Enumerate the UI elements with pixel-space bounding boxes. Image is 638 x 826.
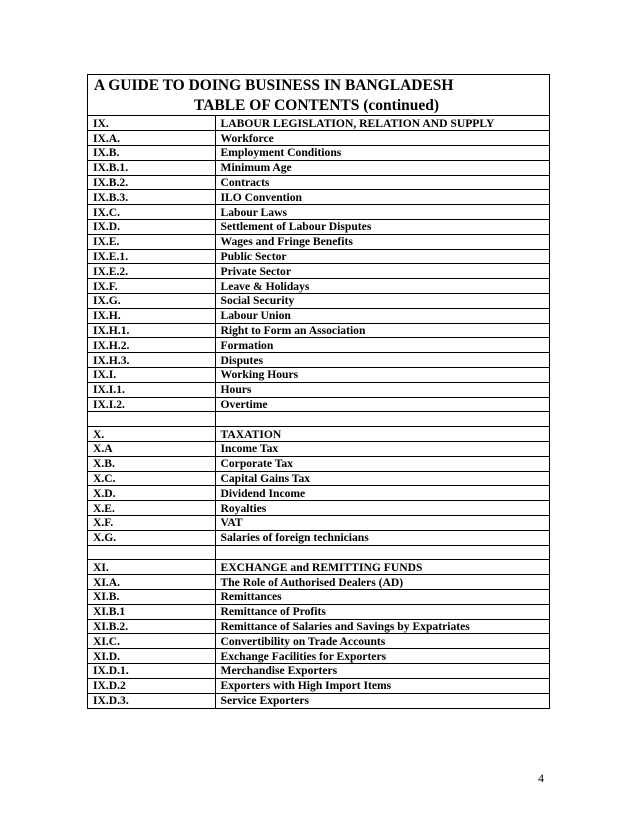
toc-subtitle: TABLE OF CONTENTS (continued) [194,97,440,114]
section-code: IX.D. [88,220,215,235]
section-title: EXCHANGE and REMITTING FUNDS [215,560,549,575]
section-title: Remittance of Profits [215,604,549,619]
section-code: IX.H. [88,308,215,323]
section-title: Working Hours [215,368,549,383]
section-code: IX.G. [88,294,215,309]
toc-row [88,397,549,412]
section-title: Labour Laws [215,205,549,220]
toc-row [88,249,549,264]
section-title: Social Security [215,294,549,309]
toc-row [88,279,549,294]
section-code: IX.E.1. [88,249,215,264]
toc-row [88,501,549,516]
toc-row [88,294,549,309]
toc-row [88,456,549,471]
section-title: Corporate Tax [215,456,549,471]
section-title: Salaries of foreign technicians [215,530,549,545]
section-code: X.G. [88,530,215,545]
section-title: Leave & Holidays [215,279,549,294]
table-of-contents [87,74,550,709]
toc-row [88,368,549,383]
section-code: XI.B. [88,590,215,605]
toc-row [88,649,549,664]
toc-row [88,190,549,205]
section-title: Dividend Income [215,486,549,501]
section-code [88,412,215,427]
section-title: TAXATION [215,427,549,442]
section-code: IX.H.2. [88,338,215,353]
section-code: IX.A. [88,131,215,146]
section-title: Convertibility on Trade Accounts [215,634,549,649]
section-code: IX.B.1. [88,160,215,175]
toc-row [88,175,549,190]
section-title: Service Exporters [215,693,549,708]
toc-row [88,619,549,634]
section-code: XI.C. [88,634,215,649]
section-code: X.A [88,442,215,457]
section-code: IX.B.2. [88,175,215,190]
section-title: VAT [215,516,549,531]
section-code: XI.A. [88,575,215,590]
section-title: Exchange Facilities for Exporters [215,649,549,664]
section-title: Royalties [215,501,549,516]
section-title: Income Tax [215,442,549,457]
toc-row [88,308,549,323]
toc-table [88,116,549,708]
toc-blank-row [88,545,549,560]
section-code: X. [88,427,215,442]
section-code: X.D. [88,486,215,501]
toc-row [88,427,549,442]
section-code: IX.D.2 [88,678,215,693]
section-code: IX.I. [88,368,215,383]
section-code: X.E. [88,501,215,516]
toc-row [88,560,549,575]
section-title: Disputes [215,353,549,368]
section-title: The Role of Authorised Dealers (AD) [215,575,549,590]
toc-row [88,382,549,397]
section-title: Wages and Fringe Benefits [215,234,549,249]
section-code: XI.B.2. [88,619,215,634]
section-title: ILO Convention [215,190,549,205]
section-title: Labour Union [215,308,549,323]
toc-row [88,663,549,678]
section-code: XI.B.1 [88,604,215,619]
section-code: IX.B. [88,146,215,161]
section-code: X.C. [88,471,215,486]
toc-row [88,575,549,590]
toc-row [88,486,549,501]
toc-row [88,530,549,545]
section-code [88,545,215,560]
toc-row [88,678,549,693]
toc-row [88,205,549,220]
section-code: IX.D.1. [88,663,215,678]
section-title: Overtime [215,397,549,412]
section-code: IX.F. [88,279,215,294]
toc-row [88,146,549,161]
section-code: X.B. [88,456,215,471]
page-number: 4 [538,771,544,785]
section-title: Settlement of Labour Disputes [215,220,549,235]
section-title: Contracts [215,175,549,190]
section-title [215,545,549,560]
toc-row [88,590,549,605]
toc-row [88,516,549,531]
section-code: XI. [88,560,215,575]
section-title: LABOUR LEGISLATION, RELATION AND SUPPLY [215,116,549,131]
section-code: XI.D. [88,649,215,664]
toc-row [88,264,549,279]
toc-row [88,442,549,457]
section-title: Remittances [215,590,549,605]
section-code: IX.H.3. [88,353,215,368]
section-code: IX.E.2. [88,264,215,279]
section-title: Merchandise Exporters [215,663,549,678]
document-title: A GUIDE TO DOING BUSINESS IN BANGLADESH [94,77,454,94]
section-title: Minimum Age [215,160,549,175]
section-title: Public Sector [215,249,549,264]
toc-body [88,116,549,708]
toc-row [88,353,549,368]
toc-row [88,160,549,175]
section-code: IX.E. [88,234,215,249]
toc-blank-row [88,412,549,427]
section-title: Private Sector [215,264,549,279]
toc-row [88,338,549,353]
toc-row [88,604,549,619]
section-code: IX.D.3. [88,693,215,708]
toc-row [88,693,549,708]
toc-row [88,116,549,131]
toc-row [88,131,549,146]
section-code: IX.B.3. [88,190,215,205]
section-title: Exporters with High Import Items [215,678,549,693]
section-title: Capital Gains Tax [215,471,549,486]
section-code: IX.I.2. [88,397,215,412]
section-code: IX.C. [88,205,215,220]
section-code: IX. [88,116,215,131]
section-title: Remittance of Salaries and Savings by Expatriates [215,619,549,634]
section-title: Workforce [215,131,549,146]
toc-header [88,75,549,116]
section-title [215,412,549,427]
toc-row [88,220,549,235]
section-code: IX.H.1. [88,323,215,338]
toc-row [88,634,549,649]
section-code: IX.I.1. [88,382,215,397]
section-code: X.F. [88,516,215,531]
toc-row [88,471,549,486]
toc-row [88,234,549,249]
section-title: Hours [215,382,549,397]
section-title: Employment Conditions [215,146,549,161]
section-title: Formation [215,338,549,353]
toc-row [88,323,549,338]
section-title: Right to Form an Association [215,323,549,338]
